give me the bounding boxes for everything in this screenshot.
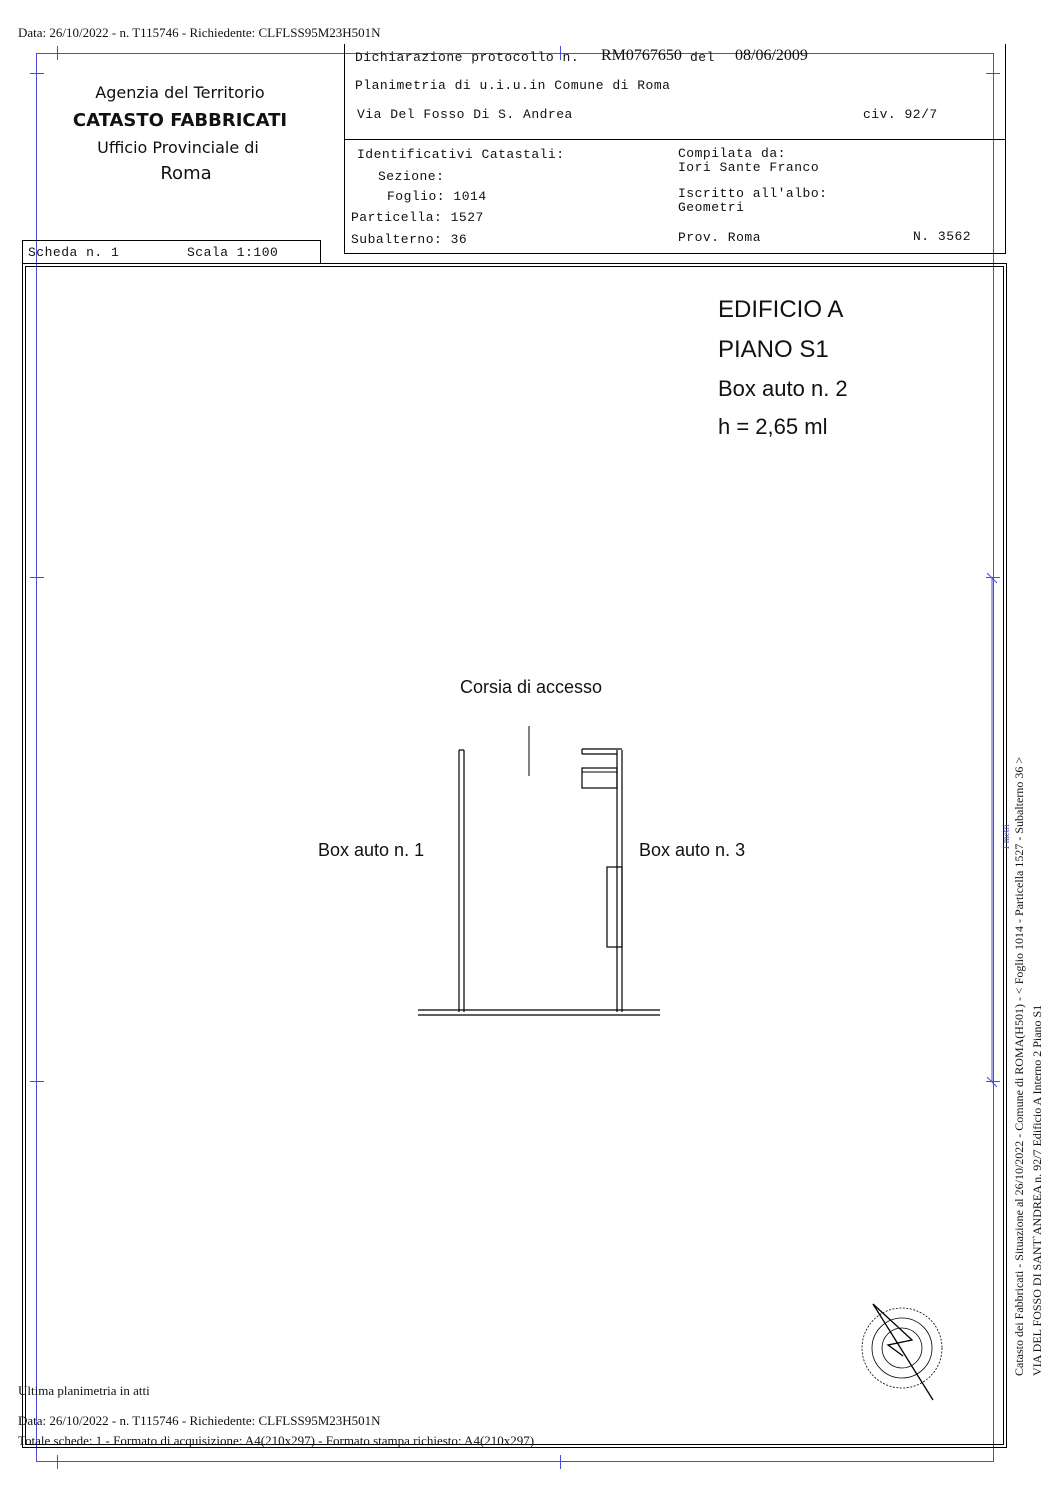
door-recess — [607, 867, 622, 947]
compilata-name: Iori Sante Franco — [678, 160, 820, 175]
north-arrow-icon — [862, 1304, 942, 1400]
protocol-date: 08/06/2009 — [735, 47, 808, 64]
unit-title: Box auto n. 2 — [718, 376, 848, 401]
ultima-planimetria: Ultima planimetria in atti — [18, 1383, 150, 1398]
footer-meta: Data: 26/10/2022 - n. T115746 - Richiedente: CLFLSS95M23H501N — [18, 1413, 381, 1428]
ufficio-city: Roma — [160, 163, 212, 184]
address: Via Del Fosso Di S. Andrea — [357, 107, 573, 122]
scheda-number: Scheda n. 1 — [28, 245, 120, 260]
planimetria-line: Planimetria di u.i.u.in Comune di Roma — [355, 78, 671, 93]
foglio: Foglio: 1014 — [387, 189, 487, 204]
protocol-number: RM0767650 — [601, 47, 682, 64]
footer-totale: Totale schede: 1 - Formato di acquisizione: A4(210x297) - Formato stampa richiesto: A4(210x297) — [18, 1433, 535, 1448]
corsia-label: Corsia di accesso — [460, 677, 603, 697]
particella: Particella: 1527 — [351, 210, 484, 225]
iscritto-value: Geometri — [678, 200, 745, 215]
height-title: h = 2,65 ml — [718, 414, 828, 439]
del-label: del — [690, 50, 715, 65]
pillar-stub — [582, 768, 617, 788]
box1-label: Box auto n. 1 — [318, 840, 425, 860]
compilata-label: Compilata da: — [678, 146, 786, 161]
side-caption-2: VIA DEL FOSSO DI SANT`ANDREA n. 92/7 Edificio A Interno 2 Piano S1 — [1030, 1004, 1044, 1376]
subalterno: Subalterno: 36 — [351, 232, 468, 247]
floor-title: PIANO S1 — [718, 336, 829, 363]
catasto-title: CATASTO FABBRICATI — [72, 110, 288, 131]
identificativi-label: Identificativi Catastali: — [357, 147, 565, 162]
iscritto-label: Iscritto all'albo: — [678, 186, 828, 201]
scale-stamp: 1 metri — [1001, 824, 1011, 850]
scala: Scala 1:100 — [187, 245, 279, 260]
province: Prov. Roma — [678, 230, 762, 245]
box3-label: Box auto n. 3 — [639, 840, 746, 860]
registration-number: N. 3562 — [913, 229, 972, 244]
building-title: EDIFICIO A — [718, 296, 844, 323]
side-caption-1: Catasto dei Fabbricati - Situazione al 26/10/2022 - Comune di ROMA(H501) - < Foglio 1014 - Particella 1527 - Subalterno 36 > — [1012, 756, 1026, 1376]
sezione-label: Sezione: — [378, 169, 445, 184]
ufficio-label: Ufficio Provinciale di — [97, 138, 259, 157]
civic-number: civ. 92/7 — [863, 107, 938, 122]
top-meta: Data: 26/10/2022 - n. T115746 - Richiedente: CLFLSS95M23H501N — [18, 25, 381, 40]
dichiarazione-label: Dichiarazione protocollo n. — [355, 50, 580, 65]
agency-name: Agenzia del Territorio — [95, 83, 265, 102]
